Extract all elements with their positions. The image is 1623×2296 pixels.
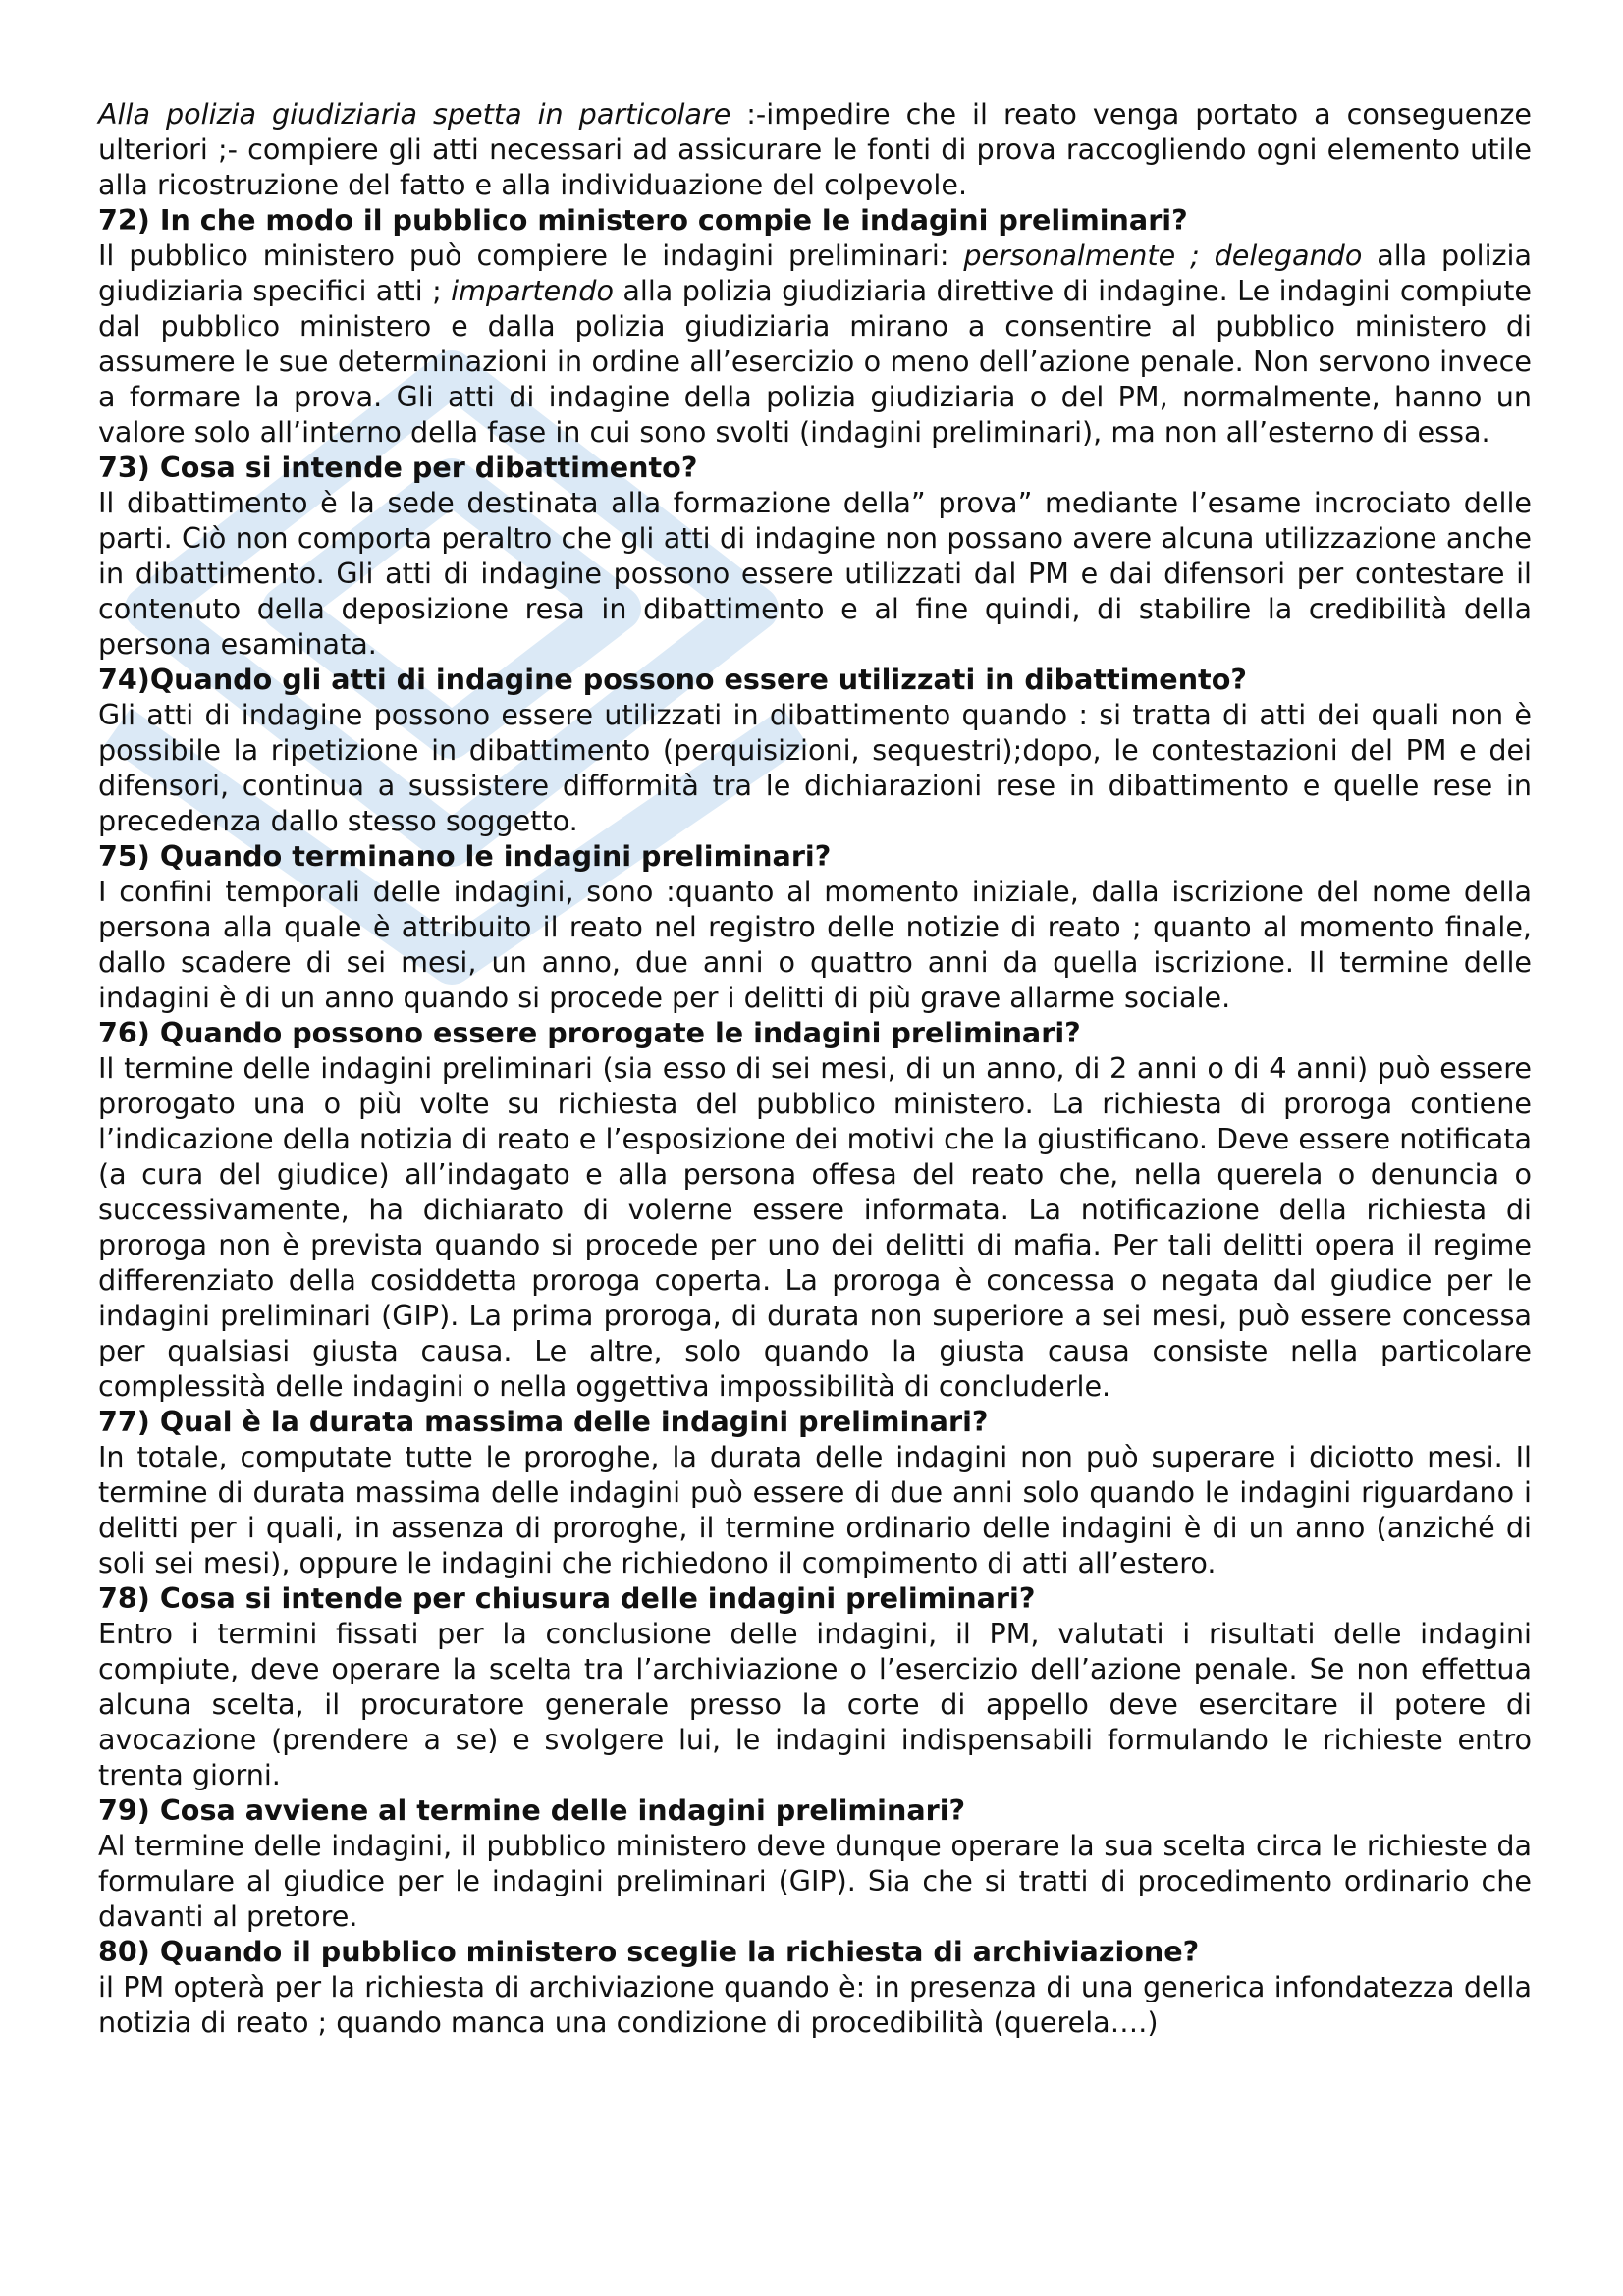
- intro-lead: Alla polizia giudiziaria spetta in particolare: [98, 97, 731, 131]
- answer-72-part-4: alla polizia giudiziaria direttive di indagine. Le indagini compiute dal pubblico ministero e dalla polizia giudiziaria mirano a consentire al pubblico ministero di assumere le sue determinazioni in ordine all’esercizio o meno dell’azione penale. Non servono invece a formare la prova. Gli atti di indagine della polizia giudiziaria o del PM, normalmente, hanno un valore solo all’interno della fase in cui sono svolti (indagini preliminari), ma non all’esterno di essa.: [98, 274, 1533, 449]
- answer-72-directing: impartendo: [451, 274, 614, 307]
- answer-74: Gli atti di indagine possono essere utilizzati in dibattimento quando : si tratta di atti dei quali non è possibile la ripetizione in dibattimento (perquisizioni, sequestri);dopo, le contestazioni del PM e dei difensori, continua a sussistere difformità tra le dichiarazioni rese in dibattimento e quelle rese in precedenza dallo stesso soggetto.: [98, 698, 1532, 837]
- question-80-heading: 80) Quando il pubblico ministero sceglie la richiesta di archiviazione?: [98, 1935, 1200, 1968]
- question-72-heading: 72) In che modo il pubblico ministero compie le indagini preliminari?: [98, 203, 1188, 237]
- intro-text: :-impedire che il reato venga portato a conseguenze ulteriori ;- compiere gli atti necessari ad assicurare le fonti di prova raccogliendo ogni elemento utile alla ricostruzione del fatto e alla individuazione del colpevole.: [98, 97, 1533, 201]
- answer-76: Il termine delle indagini preliminari (sia esso di sei mesi, di un anno, di 2 anni o di 4 anni) può essere prorogato una o più volte su richiesta del pubblico ministero. La richiesta di proroga contiene l’indicazione della notizia di reato e l’esposizione dei motivi che la giustificano. Deve essere notificata (a cura del giudice) all’indagato e alla persona offesa del reato che, nella querela o denuncia o successivamente, ha dichiarato di volerne essere informata. La notificazione della richiesta di proroga non è prevista quando si procede per uno dei delitti di mafia. Per tali delitti opera il regime differenziato della cosiddetta proroga coperta. La proroga è concessa o negata dal giudice per le indagini preliminari (GIP). La prima proroga, di durata non superiore a sei mesi, può essere concessa per qualsiasi giusta causa. Le altre, solo quando la giusta causa consiste nella particolare complessità delle indagini o nella oggettiva impossibilità di concluderle.: [98, 1051, 1532, 1403]
- answer-77: In totale, computate tutte le proroghe, la durata delle indagini non può superare i diciotto mesi. Il termine di durata massima delle indagini può essere di due anni solo quando le indagini riguardano i delitti per i quali, in assenza di proroghe, il termine ordinario delle indagini è di un anno (anziché di soli sei mesi), oppure le indagini che richiedono il compimento di atti all’estero.: [98, 1440, 1532, 1579]
- answer-75: I confini temporali delle indagini, sono :quanto al momento iniziale, dalla iscrizione del nome della persona alla quale è attribuito il reato nel registro delle notizie di reato ; quanto al momento finale, dallo scadere di sei mesi, un anno, due anni o quattro anni da quella iscrizione. Il termine delle indagini è di un anno quando si procede per i delitti di più grave allarme sociale.: [98, 875, 1532, 1014]
- document-body: [98, 96, 1532, 2040]
- question-79-heading: 79) Cosa avviene al termine delle indagini preliminari?: [98, 1793, 966, 1827]
- answer-72: [98, 238, 1532, 450]
- question-76-heading: 76) Quando possono essere prorogate le indagini preliminari?: [98, 1016, 1081, 1049]
- answer-80: il PM opterà per la richiesta di archiviazione quando è: in presenza di una generica infondatezza della notizia di reato ; quando manca una condizione di procedibilità (querela….): [98, 1970, 1532, 2039]
- answer-72-personally: personalmente ;: [963, 239, 1200, 272]
- answer-78: Entro i termini fissati per la conclusione delle indagini, il PM, valutati i risultati delle indagini compiute, deve operare la scelta tra l’archiviazione o l’esercizio dell’azione penale. Se non effettua alcuna scelta, il procuratore generale presso la corte di appello deve esercitare il potere di avocazione (prendere a se) e svolgere lui, le indagini indispensabili formulando le richieste entro trenta giorni.: [98, 1617, 1532, 1791]
- answer-73: Il dibattimento è la sede destinata alla formazione della” prova” mediante l’esame incrociato delle parti. Ciò non comporta peraltro che gli atti di indagine non possano avere alcuna utilizzazione anche in dibattimento. Gli atti di indagine possono essere utilizzati dal PM e dai difensori per contestare il contenuto della deposizione resa in dibattimento e al fine quindi, di stabilire la credibilità della persona esaminata.: [98, 486, 1532, 661]
- intro-paragraph: [98, 96, 1532, 202]
- question-75-heading: 75) Quando terminano le indagini preliminari?: [98, 839, 832, 873]
- question-74-heading: 74)Quando gli atti di indagine possono essere utilizzati in dibattimento?: [98, 663, 1247, 696]
- answer-72-part-1: Il pubblico ministero può compiere le indagini preliminari:: [98, 239, 964, 272]
- answer-79: Al termine delle indagini, il pubblico ministero deve dunque operare la sua scelta circa le richieste da formulare al giudice per le indagini preliminari (GIP). Sia che si tratti di procedimento ordinario che davanti al pretore.: [98, 1829, 1532, 1933]
- answer-72-part-3: alla polizia giudiziaria specifici atti ;: [98, 239, 1532, 307]
- answer-72-delegating: delegando: [1214, 239, 1363, 272]
- answer-72-part-2: [1200, 239, 1215, 272]
- question-78-heading: 78) Cosa si intende per chiusura delle indagini preliminari?: [98, 1581, 1036, 1615]
- question-77-heading: 77) Qual è la durata massima delle indagini preliminari?: [98, 1405, 989, 1438]
- question-73-heading: 73) Cosa si intende per dibattimento?: [98, 451, 698, 484]
